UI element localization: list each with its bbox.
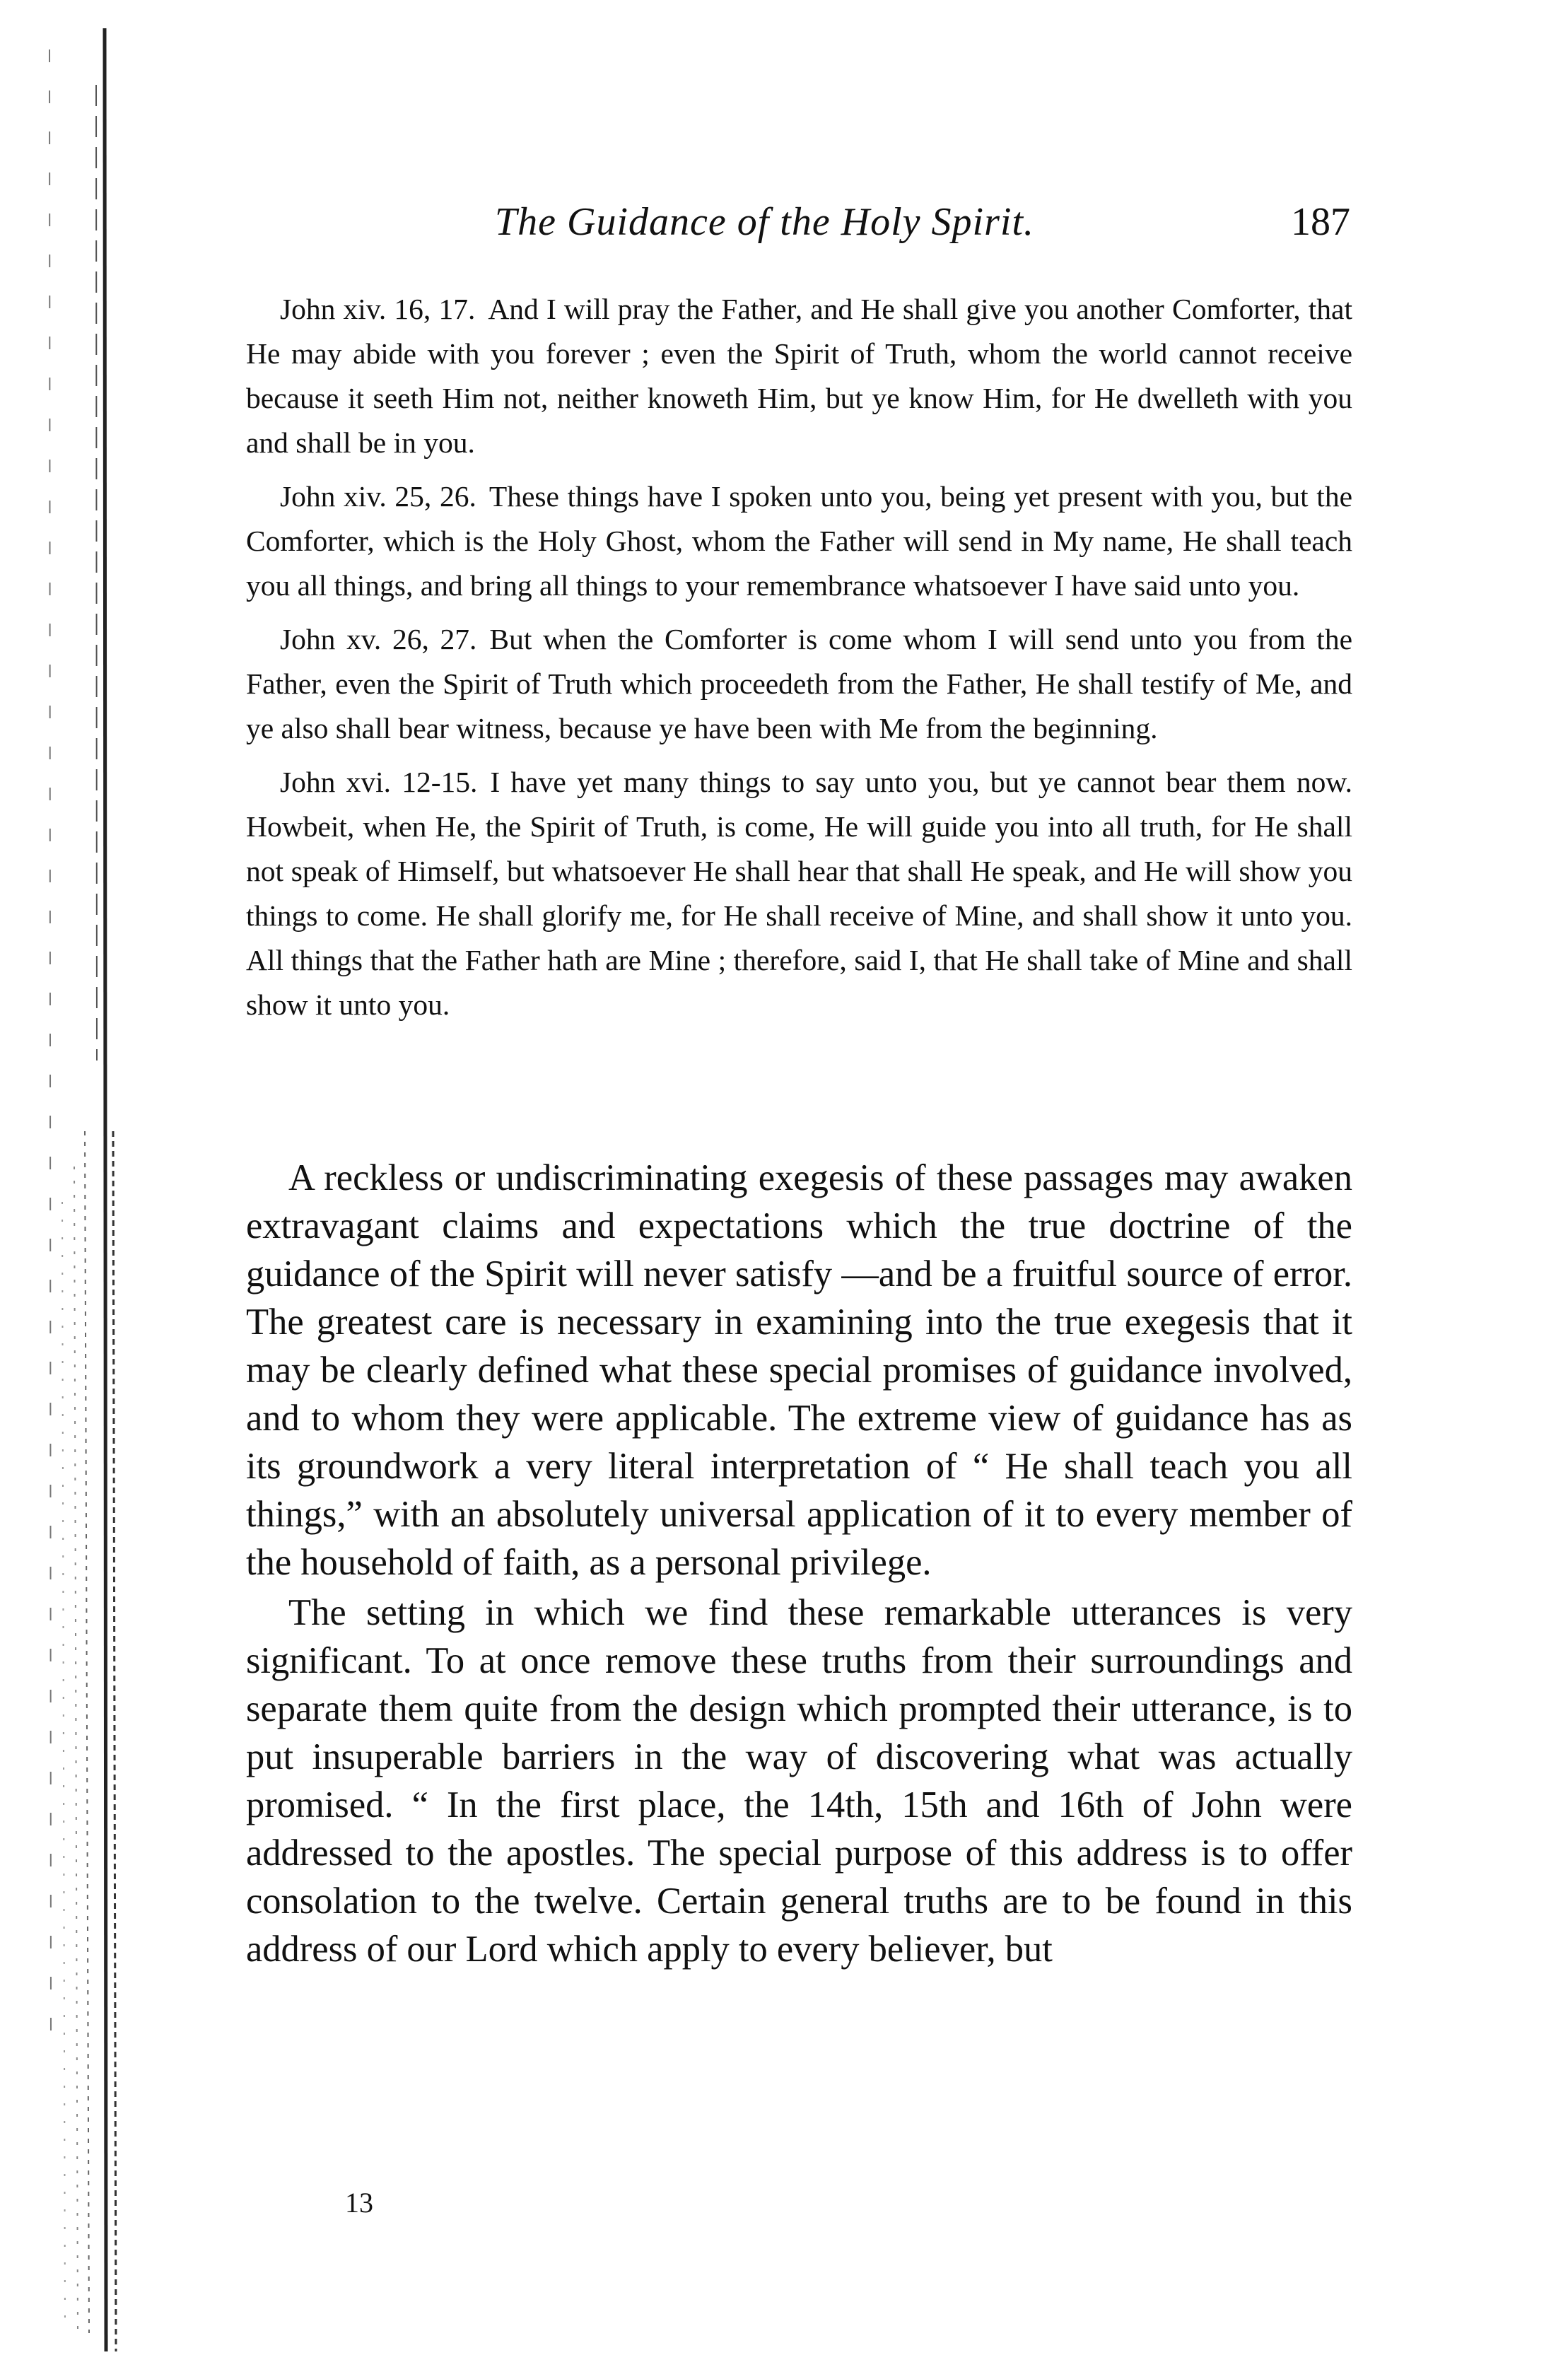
page-number: 187 (1291, 200, 1350, 244)
scripture-quote (246, 760, 1352, 1027)
scripture-reference: John xv. 26, 27. (280, 623, 477, 655)
scripture-reference: John xvi. 12-15. (280, 766, 478, 798)
signature-mark: 13 (345, 2187, 373, 2219)
scripture-text: These things have I spoken unto you, being yet present with you, but the Comforter, which is the Holy Ghost, whom the Father will send in My name, He shall teach you all things, and bring all things to your remembrance whatsoever I have said unto you. (246, 480, 1352, 602)
scripture-quote (246, 474, 1352, 608)
scripture-text: I have yet many things to say unto you, but ye cannot bear them now. Howbeit, when He, the Spirit of Truth, is come, He will guide you into all truth, for He shall not speak of Himself, but whatsoever He shall hear that shall He speak, and He will show you things to come. He shall glorify me, for He shall receive of Mine, and shall show it unto you. All things that the Father hath are Mine ; therefore, said I, that He shall take of Mine and shall show it unto you. (246, 766, 1352, 1021)
scripture-quotations (246, 287, 1352, 1036)
body-text (246, 1154, 1352, 1975)
scripture-reference: John xiv. 16, 17. (280, 293, 476, 325)
running-title: The Guidance of the Holy Spirit. (495, 200, 1035, 244)
page-binding-edge (0, 0, 141, 2351)
scripture-quote (246, 617, 1352, 751)
body-paragraph: The setting in which we find these remarkable utterances is very significant. To at once remove these truths from their surroundings and separate them quite from the design which prompted their utterance, is to put insuperable barriers in the way of discovering what was actually promised. “ In the first place, the 14th, 15th and 16th of John were addressed to the apostles. The special purpose of this address is to offer consolation to the twelve. Certain general truths are to be found in this address of our Lord which apply to every believer, but (246, 1592, 1352, 1970)
body-paragraph: A reckless or undiscriminating exegesis of these passages may awaken extravagant claims and expectations which the true doctrine of the guidance of the Spirit will never satisfy —and be a fruitful source of error. The greatest care is necessary in examining into the true exegesis that it may be clearly defined what these special promises of guidance involved, and to whom they were applicable. The extreme view of guidance has as its groundwork a very literal interpretation of “ He shall teach you all things,” with an absolutely universal application of it to every member of the household of faith, as a personal privilege. (246, 1157, 1352, 1583)
scripture-quote (246, 287, 1352, 465)
scripture-reference: John xiv. 25, 26. (280, 480, 476, 513)
scripture-text: But when the Comforter is come whom I will send unto you from the Father, even the Spirit of Truth which proceedeth from the Father, He shall testify of Me, and ye also shall bear witness, because ye have been with Me from the beginning. (246, 623, 1352, 744)
scripture-text: And I will pray the Father, and He shall give you another Comforter, that He may abide with you forever ; even the Spirit of Truth, whom the world cannot receive because it seeth Him not, neither knoweth Him, but ye know Him, for He dwelleth with you and shall be in you. (246, 293, 1352, 459)
page-header (247, 199, 1350, 263)
